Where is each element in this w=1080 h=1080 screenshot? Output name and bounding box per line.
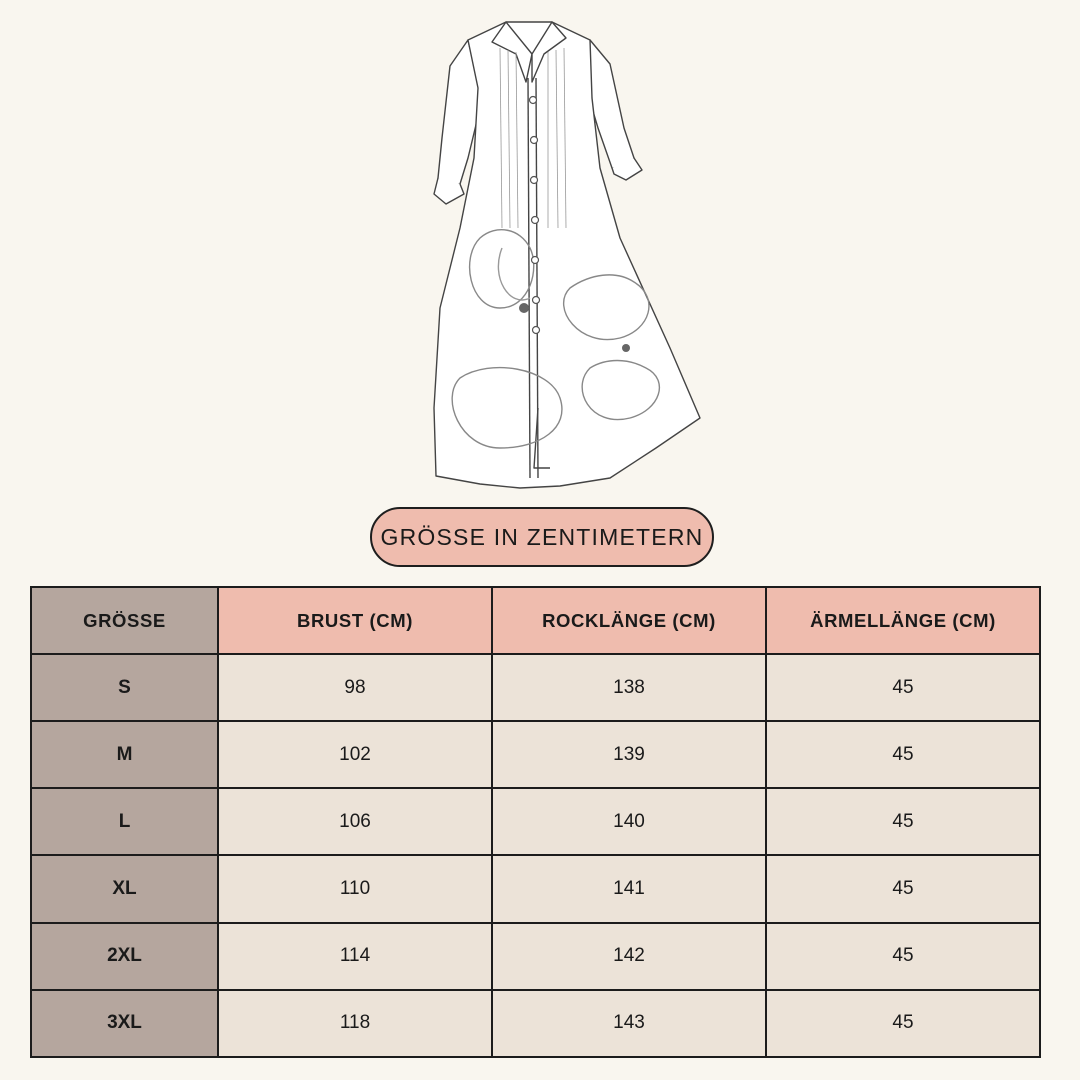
header-chest: BRUST (CM) <box>218 587 492 654</box>
sleeve-length-cell: 45 <box>766 855 1040 922</box>
chest-cell: 118 <box>218 990 492 1057</box>
chest-cell: 110 <box>218 855 492 922</box>
table-header-row <box>31 587 1040 654</box>
size-table <box>30 586 1041 1058</box>
chest-cell: 102 <box>218 721 492 788</box>
size-cell: S <box>31 654 218 721</box>
table-row <box>31 721 1040 788</box>
table-row <box>31 990 1040 1057</box>
size-cell: XL <box>31 855 218 922</box>
sleeve-length-cell: 45 <box>766 923 1040 990</box>
chest-cell: 114 <box>218 923 492 990</box>
size-cell: M <box>31 721 218 788</box>
skirt-length-cell: 140 <box>492 788 766 855</box>
chest-cell: 98 <box>218 654 492 721</box>
skirt-length-cell: 138 <box>492 654 766 721</box>
skirt-length-cell: 139 <box>492 721 766 788</box>
table-row <box>31 855 1040 922</box>
dress-illustration-icon <box>420 8 710 498</box>
size-chart-title: GRÖSSE IN ZENTIMETERN <box>370 507 714 567</box>
sleeve-length-cell: 45 <box>766 990 1040 1057</box>
table-row <box>31 788 1040 855</box>
sleeve-length-cell: 45 <box>766 721 1040 788</box>
header-sleeve-length: ÄRMELLÄNGE (CM) <box>766 587 1040 654</box>
size-cell: 3XL <box>31 990 218 1057</box>
table-row <box>31 923 1040 990</box>
chest-cell: 106 <box>218 788 492 855</box>
size-cell: L <box>31 788 218 855</box>
table-row <box>31 654 1040 721</box>
skirt-length-cell: 143 <box>492 990 766 1057</box>
sleeve-length-cell: 45 <box>766 788 1040 855</box>
size-cell: 2XL <box>31 923 218 990</box>
skirt-length-cell: 142 <box>492 923 766 990</box>
skirt-length-cell: 141 <box>492 855 766 922</box>
sleeve-length-cell: 45 <box>766 654 1040 721</box>
header-size: GRÖSSE <box>31 587 218 654</box>
header-skirt-length: ROCKLÄNGE (CM) <box>492 587 766 654</box>
